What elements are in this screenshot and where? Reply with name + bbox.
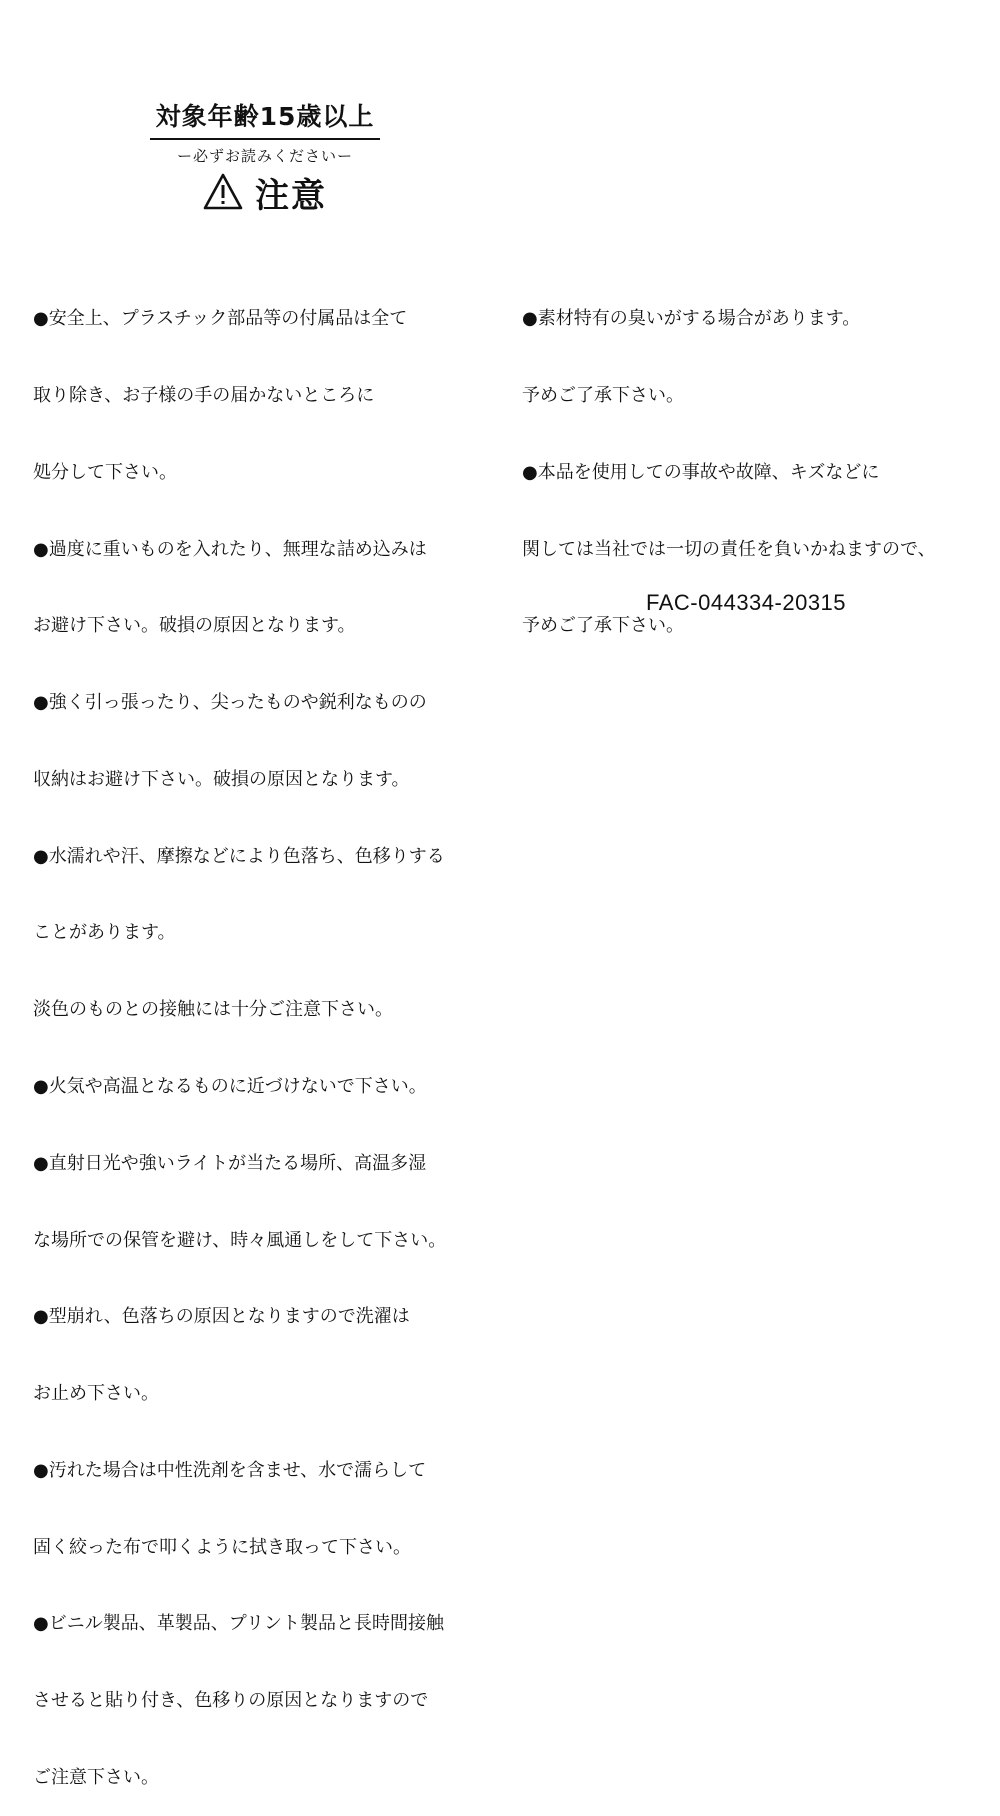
caution-line: 固く絞った布で叩くように拭き取って下さい。 [33, 1536, 411, 1558]
caution-line: ●過度に重いものを入れたり、無理な詰め込みは [33, 538, 427, 560]
caution-line: ●火気や高温となるものに近づけないで下さい。 [33, 1076, 427, 1097]
caution-line: ●直射日光や強いライトが当たる場所、高温多湿 [33, 1152, 427, 1174]
caution-line: 取り除き、お子様の手の届かないところに [33, 384, 375, 406]
caution-line: 処分して下さい。 [33, 461, 177, 483]
product-code: FAC-044334-20315 [646, 590, 847, 615]
caution-line: ●本品を使用しての事故や故障、キズなどに [522, 461, 880, 483]
caution-line: ●汚れた場合は中性洗剤を含ませ、水で濡らして [33, 1459, 427, 1481]
caution-line: ことがあります。 [33, 922, 176, 944]
notice-header [0, 100, 530, 216]
caution-line: な場所での保管を避け、時々風通しをして下さい。 [33, 1229, 447, 1251]
age-rating-title: 対象年齢15歳以上 [150, 100, 381, 140]
caution-line: させると貼り付き、色移りの原因となりますので [33, 1690, 429, 1712]
caution-line: 関しては当社では一切の責任を負いかねますので、 [522, 538, 936, 560]
caution-label: 注意 [255, 175, 327, 216]
caution-line: ご注意下さい。 [33, 1767, 159, 1789]
caution-line: 収納はお避け下さい。破損の原因となります。 [33, 768, 410, 790]
caution-line: 淡色のものとの接触には十分ご注意下さい。 [33, 999, 393, 1021]
caution-line: ●型崩れ、色落ちの原因となりますので洗濯は [33, 1306, 410, 1328]
caution-line: 予めご了承下さい。 [522, 615, 684, 637]
read-notice-subtitle: ー必ずお読みくださいー [176, 147, 353, 165]
caution-line: お避け下さい。破損の原因となります。 [33, 615, 356, 637]
caution-list-left [33, 255, 446, 1816]
caution-heading [0, 168, 530, 216]
caution-line: 予めご了承下さい。 [522, 384, 684, 406]
caution-line: ●安全上、プラスチック部品等の付属品は全て [33, 308, 408, 330]
caution-line: ●強く引っ張ったり、尖ったものや鋭利なものの [33, 692, 427, 714]
caution-line: お止め下さい。 [33, 1383, 159, 1405]
warning-triangle-icon [203, 172, 243, 212]
caution-line: ●ビニル製品、革製品、プリント製品と長時間接触 [33, 1613, 444, 1635]
caution-line: ●水濡れや汗、摩擦などにより色落ち、色移りする [33, 845, 445, 867]
caution-line: ●素材特有の臭いがする場合があります。 [522, 308, 861, 330]
